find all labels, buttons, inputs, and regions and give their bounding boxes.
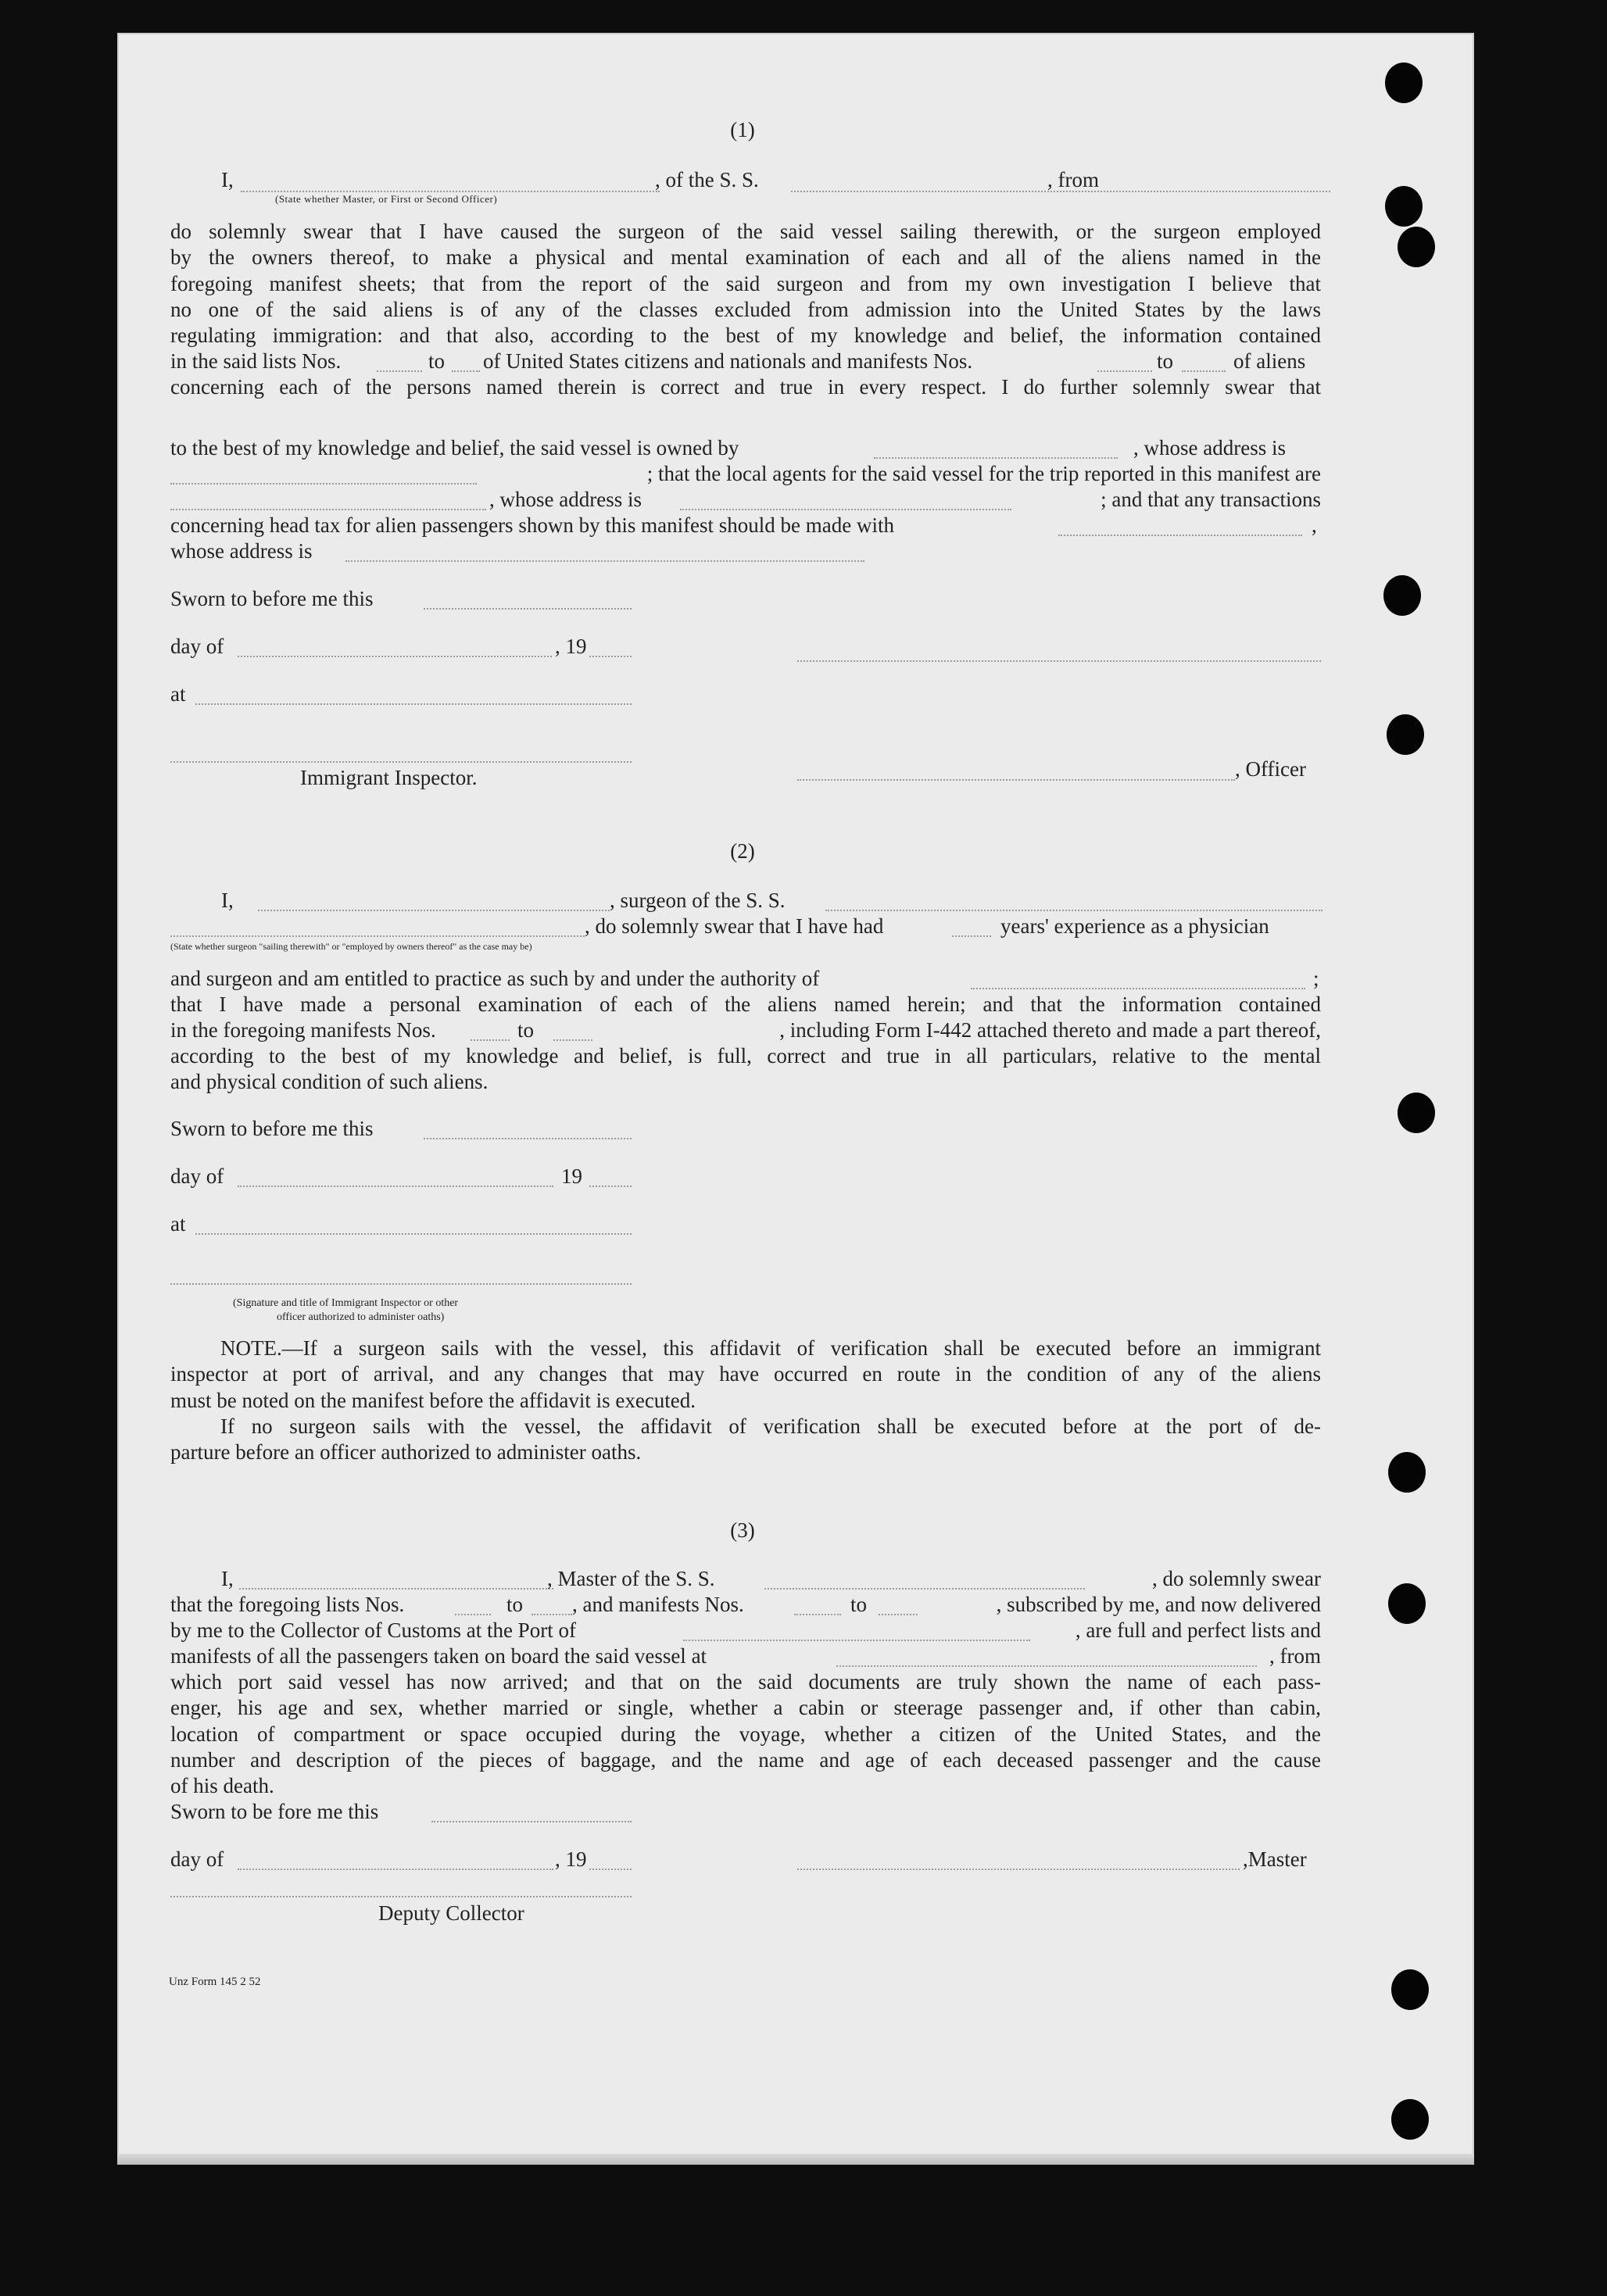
s2-at-label: at [170, 1212, 186, 1236]
s1-agent-address-field[interactable] [680, 509, 1011, 510]
s1-owned-label: to the best of my knowledge and belief, the said vessel is owned by [170, 436, 739, 460]
s2-capacity-field[interactable] [170, 935, 585, 937]
s3-body-line: location of compartment or space occupied during the voyage, whether a citizen of the United States, and the [170, 1722, 1321, 1746]
s2-signature-caption-1: (Signature and title of Immigrant Inspector or other [233, 1297, 459, 1309]
s3-from-label: , from [1269, 1644, 1321, 1668]
s2-year-field[interactable] [589, 1186, 632, 1187]
s3-manifest-to-label: to [850, 1593, 868, 1616]
s1-list-to-field[interactable] [452, 370, 480, 372]
s3-death-line: of his death. [170, 1774, 274, 1797]
punch-hole [1385, 186, 1423, 227]
s1-manifest-to-field[interactable] [1182, 370, 1226, 372]
s1-whose-address-label: whose address is [170, 539, 313, 563]
s1-oath-line: regulating immigration: and that also, according to the best of my knowledge and belief, the information contained [170, 324, 1321, 348]
s3-body-line: enger, his age and sex, whether married or single, whether a cabin or steerage passenger and, if other than cabin, [170, 1696, 1321, 1720]
s1-whose-address-field[interactable] [345, 560, 864, 562]
punch-hole [1398, 227, 1435, 267]
page-bottom-edge [117, 2154, 1474, 2165]
s3-master-name-field[interactable] [239, 1588, 553, 1590]
s2-years-label: years' experience as a physician [1000, 914, 1269, 938]
s3-list-to-label: to [506, 1593, 524, 1616]
s1-of-ss-label: , of the S. S. [655, 168, 759, 191]
s1-officer-caption: (State whether Master, or First or Second Officer) [275, 193, 498, 205]
punch-hole [1388, 1583, 1426, 1624]
s3-deputy-label: Deputy Collector [378, 1901, 524, 1925]
s1-oath-line: do solemnly swear that I have caused the surgeon of the said vessel sailing therewith, or the surgeon employed [170, 220, 1321, 243]
s3-manifests-label: , and manifests Nos. [572, 1593, 744, 1616]
s3-sworn-label: Sworn to be fore me this [170, 1800, 379, 1823]
s2-i-label: I, [221, 889, 234, 912]
s3-sworn-field[interactable] [431, 1821, 632, 1822]
s2-at-field[interactable] [195, 1233, 632, 1235]
s1-transactions-label: ; and that any transactions [1101, 488, 1321, 511]
s1-agents-label: ; that the local agents for the said vessel for the trip reported in this manifest are [646, 462, 1321, 485]
punch-hole [1391, 2099, 1429, 2140]
s1-oath-line: no one of the said aliens is of any of the classes excluded from admission into the United States by the laws [170, 297, 1321, 321]
s3-taken-at-field[interactable] [836, 1665, 1257, 1667]
s1-list-from-field[interactable] [377, 370, 422, 372]
s3-master-label: , Master of the S. S. [547, 1567, 715, 1590]
s1-headtax-label: concerning head tax for alien passengers shown by this manifest should be made with [170, 513, 895, 537]
punch-hole [1391, 1969, 1429, 2010]
s2-day-field[interactable] [238, 1186, 553, 1187]
punch-hole [1383, 575, 1421, 616]
s1-i-label: I, [221, 168, 234, 191]
s2-day-of-label: day of [170, 1164, 224, 1188]
s2-years-field[interactable] [952, 935, 991, 937]
s2-note-line-last: must be noted on the manifest before the affidavit is executed. [170, 1389, 696, 1412]
s3-day-of-label: day of [170, 1847, 224, 1871]
s2-note2-line-last: parture before an officer authorized to administer oaths. [170, 1440, 642, 1464]
s3-day-field[interactable] [238, 1869, 553, 1870]
s3-body-line: which port said vessel has now arrived; and that on the said documents are truly shown the name of each pass- [170, 1670, 1321, 1693]
s1-owner-field[interactable] [874, 457, 1118, 459]
s2-personal-text [170, 992, 1321, 1017]
s1-headtax-field[interactable] [1058, 535, 1302, 536]
s2-note-line: inspector at port of arrival, and any changes that may have occurred en route in the condition of any of the aliens [170, 1362, 1321, 1386]
s1-vessel-field[interactable] [791, 191, 1155, 192]
s1-officer-name-field[interactable] [241, 191, 660, 192]
s2-note [170, 1336, 1321, 1388]
s2-best-text [170, 1043, 1321, 1069]
s2-manifests-label: in the foregoing manifests Nos. [170, 1018, 436, 1042]
s1-sworn-field[interactable] [424, 608, 632, 610]
punch-hole [1387, 714, 1424, 755]
s3-deputy-signature-field[interactable] [170, 1896, 632, 1897]
s1-from-label: , from [1047, 168, 1099, 191]
s3-list-to-field[interactable] [531, 1614, 572, 1615]
s2-year-label: 19 [561, 1164, 582, 1188]
s1-inspector-label: Immigrant Inspector. [300, 766, 478, 789]
s2-note-line: NOTE.—If a surgeon sails with the vessel, this affidavit of verification shall be executed before an immigrant [220, 1336, 1321, 1360]
s3-swear-label: , do solemnly swear [1152, 1567, 1321, 1590]
s2-sworn-field[interactable] [424, 1138, 632, 1139]
s2-authority-semicolon: ; [1313, 967, 1319, 990]
s3-subscribed-label: , subscribed by me, and now delivered [996, 1593, 1321, 1616]
s3-full-lists-label: , are full and perfect lists and [1075, 1618, 1321, 1642]
s1-at-label: at [170, 682, 186, 706]
punch-hole [1388, 1452, 1426, 1493]
s2-swear-label: , do solemnly swear that I have had [585, 914, 884, 938]
s2-personal-line: that I have made a personal examination of each of the aliens named herein; and that the information contained [170, 992, 1321, 1016]
s2-surgeon-label: , surgeon of the S. S. [610, 889, 786, 912]
s2-manifest-to-field[interactable] [553, 1039, 592, 1041]
s2-vessel-field[interactable] [825, 910, 1322, 911]
s3-vessel-field[interactable] [764, 1588, 1085, 1590]
s1-concerning-line: concerning each of the persons named therein is correct and true in every respect. I do further solemnly swear that [170, 375, 1321, 399]
s2-note2-line: If no surgeon sails with the vessel, the affidavit of verification shall be executed before at the port of de- [220, 1414, 1321, 1438]
s2-note2 [170, 1414, 1321, 1439]
s1-oath-line: foregoing manifest sheets; that from the report of the said surgeon and from my own investigation I believe that [170, 271, 1321, 295]
s1-aliens-label: of aliens [1233, 349, 1306, 373]
s1-officer-label: , Officer [1235, 757, 1306, 781]
s2-best-line: according to the best of my knowledge and belief, is full, correct and true in all particulars, relative to the mental [170, 1044, 1321, 1068]
s1-lists-label: in the said lists Nos. [170, 349, 342, 373]
s3-taken-label: manifests of all the passengers taken on board the said vessel at [170, 1644, 707, 1668]
s2-condition-line: and physical condition of such aliens. [170, 1070, 489, 1093]
s1-agents-field[interactable] [170, 509, 486, 510]
s1-from-field[interactable] [1110, 191, 1330, 192]
section-3-number: (3) [730, 1518, 755, 1542]
s1-master-signature-field[interactable] [797, 660, 1321, 662]
section-2-number: (2) [730, 839, 755, 863]
s1-year-label: , 19 [555, 635, 587, 658]
s2-surgeon-name-field[interactable] [258, 910, 610, 911]
s3-lists-label: that the foregoing lists Nos. [170, 1593, 405, 1616]
s1-headtax-comma: , [1312, 513, 1317, 537]
s1-day-of-label: day of [170, 635, 224, 658]
s3-year-label: , 19 [555, 1847, 587, 1871]
s3-body-line: number and description of the pieces of baggage, and the name and age of each deceased passenger and the cause [170, 1747, 1321, 1772]
s3-manifest-to-field[interactable] [879, 1614, 918, 1615]
s3-i-label: I, [221, 1567, 234, 1590]
s2-inspector-signature-field[interactable] [170, 1283, 632, 1285]
section-1-number: (1) [730, 118, 755, 141]
s3-list-from-field[interactable] [455, 1614, 491, 1615]
s1-owner-address-label: , whose address is [1133, 436, 1286, 460]
s1-citizens-label: of United States citizens and nationals and manifests Nos. [483, 349, 973, 373]
punch-hole [1398, 1093, 1435, 1133]
s3-master-signature-field[interactable] [797, 1869, 1240, 1870]
s2-including-label: , including Form I-442 attached thereto and made a part thereof, [779, 1018, 1321, 1042]
form-page [117, 33, 1474, 2165]
s2-sworn-label: Sworn to before me this [170, 1117, 374, 1140]
s1-inspector-signature-field[interactable] [170, 761, 632, 763]
s2-manifest-from-field[interactable] [471, 1039, 510, 1041]
form-number-footer: Unz Form 145 2 52 [169, 1976, 261, 1988]
s2-manifest-to-label: to [517, 1018, 535, 1042]
s2-authority-label: and surgeon and am entitled to practice as such by and under the authority of [170, 967, 820, 990]
s1-oath-text [170, 219, 1321, 349]
s1-concerning-text [170, 374, 1321, 400]
s1-officer-signature-field[interactable] [797, 779, 1235, 781]
s1-year-field[interactable] [589, 656, 632, 657]
s3-port-label: by me to the Collector of Customs at the Port of [170, 1618, 576, 1642]
s1-manifest-to-label: to [1157, 349, 1174, 373]
s3-port-field[interactable] [683, 1640, 1030, 1641]
s1-oath-line: by the owners thereof, to make a physical and mental examination of each and all of the aliens named in the [170, 245, 1321, 270]
s2-authority-field[interactable] [971, 988, 1305, 989]
s2-signature-caption-2: officer authorized to administer oaths) [277, 1311, 445, 1323]
s3-body-text [170, 1669, 1321, 1773]
s1-at-field[interactable] [195, 703, 632, 705]
s1-sworn-label: Sworn to before me this [170, 587, 374, 610]
punch-hole [1385, 63, 1423, 103]
s2-capacity-caption: (State whether surgeon "sailing therewith" or "employed by owners thereof" as the case may be) [170, 941, 532, 952]
s3-master-sig-label: ,Master [1243, 1847, 1307, 1871]
s1-manifest-from-field[interactable] [1097, 370, 1152, 372]
s3-manifest-from-field[interactable] [794, 1614, 841, 1615]
s1-owner-address-field[interactable] [170, 483, 477, 485]
s3-year-field[interactable] [589, 1869, 632, 1870]
s1-day-field[interactable] [238, 656, 552, 657]
s1-agent-address-label: , whose address is [489, 488, 642, 511]
s1-lists-to-label: to [428, 349, 446, 373]
